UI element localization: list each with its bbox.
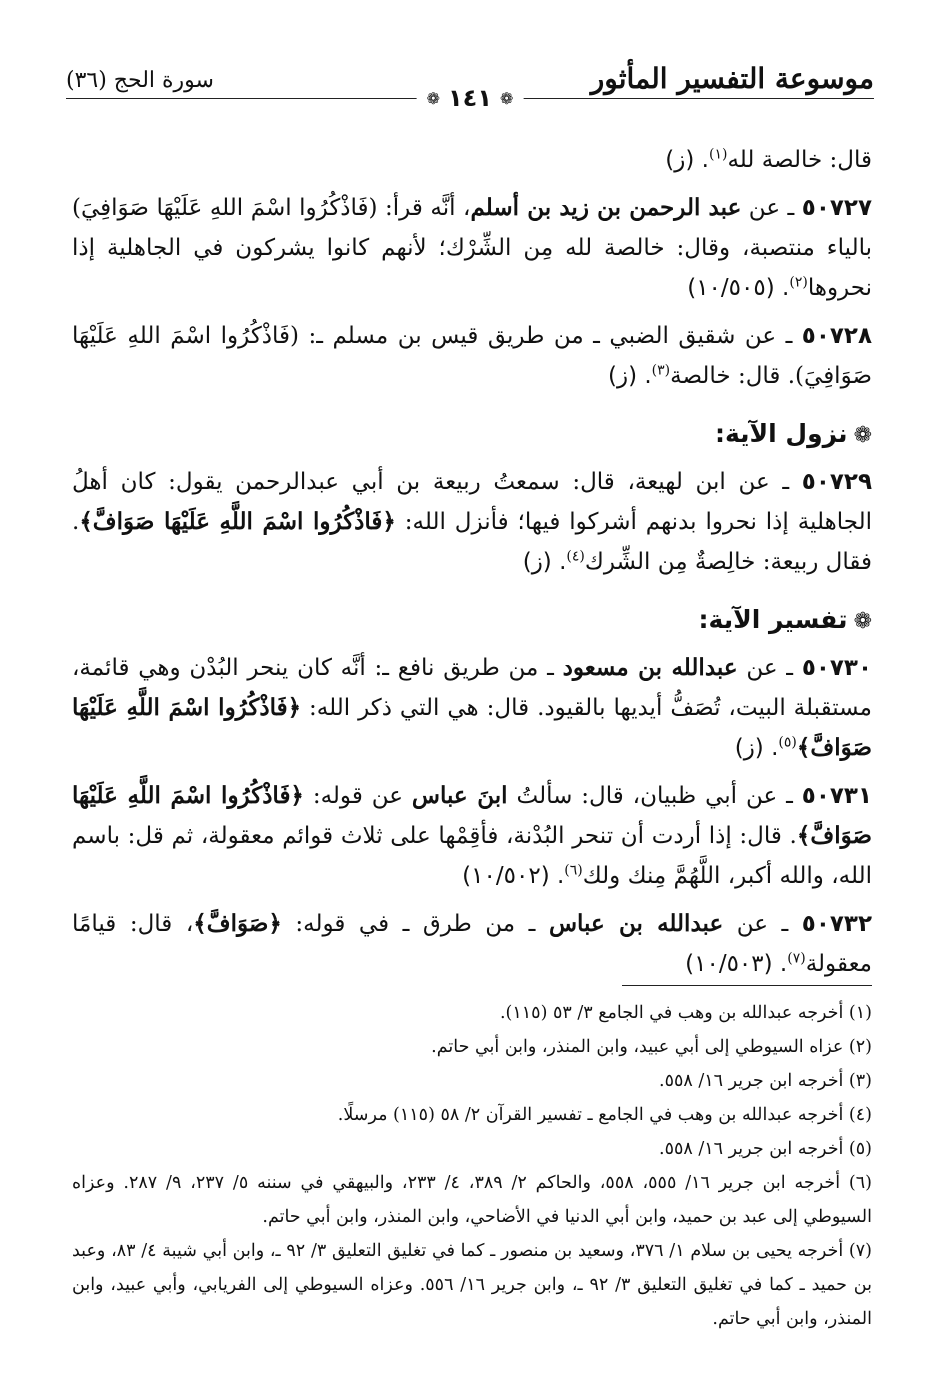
section-title: نزول الآية:: [714, 419, 848, 448]
narrator-name: ابنَ عباس: [411, 782, 508, 809]
entry-text: ـ عن: [741, 195, 802, 221]
footnote-item: (٥) أخرجه ابن جرير ١٦/ ٥٥٨.: [659, 1139, 872, 1159]
entry-text: بالياء منتصبة، وقال: خالصة لله مِن الشِّرْك؛ لأنهم كانوا يشركون في الجاهلية إذا نحروها: [72, 235, 872, 301]
entry-50732: [72, 904, 872, 984]
section-title: تفسير الآية:: [698, 605, 848, 634]
footnote-ref: (٦): [564, 862, 583, 879]
entry-text: . قال: خالصة: [670, 363, 796, 389]
entry-number: ٥٠٧٣١: [801, 783, 872, 809]
section-heading-revelation: [72, 414, 872, 456]
entry-text: ، أنَّه قرأ:: [377, 195, 471, 221]
flower-icon: ❁: [853, 609, 872, 634]
entry-text: . قال: إذا أردت أن تنحر البُدْنة، فأقِمْها على ثلاث قوائم معقولة، ثم قل: باسم الله، والله أكبر، اللَّهُمَّ مِنك ولك: [72, 823, 872, 889]
footnote-item: (٤) أخرجه عبدالله بن وهب في الجامع ـ تفسير القرآن ٢/ ٥٨ (١١٥) مرسلًا.: [337, 1105, 872, 1125]
entry-50728: [72, 316, 872, 396]
entry-text: . فقال ربيعة: خالِصةٌ مِن الشِّرك: [72, 509, 872, 575]
footnote-ref: (٢): [789, 274, 808, 291]
narrator-name: عبدالله بن مسعود: [562, 654, 738, 681]
footnote-item: (١) أخرجه عبدالله بن وهب في الجامع ٣/ ٥٣ (١١٥).: [499, 1003, 872, 1023]
entry-code: . (ز): [607, 363, 652, 389]
entry-text: ـ من طرق ـ في قوله:: [281, 911, 549, 937]
entry-number: ٥٠٧٢٩: [801, 469, 872, 495]
footnote-item: (٦) أخرجه ابن جرير ١٦/ ٥٥٥، ٥٥٨، والحاكم ٢/ ٣٨٩، ٤/ ٢٣٣، والبيهقي في سننه ٥/ ٢٣٧، ٩/ ٢٨٧. وعزاه السيوطي إلى عبد بن حميد، وابن أبي الدنيا في الأضاحي، وابن المنذر، وابن أبي حاتم.: [72, 1173, 872, 1227]
entry-text: ـ عن شقيق الضبي ـ من طريق قيس بن مسلم ـ:: [299, 323, 802, 349]
footnote-ref: (٥): [778, 734, 797, 751]
entry-code: . (١٠/٥٠٥): [687, 275, 790, 301]
quran-quote: ﴿فَاذْكُرُوا اسْمَ اللَّهِ عَلَيْهَا صَوَافَّ﴾: [79, 508, 396, 535]
surah-title: سورة الحج (٣٦): [66, 68, 214, 93]
entry-code: . (ز): [522, 549, 567, 575]
footnote-ref: (٣): [651, 362, 671, 379]
quran-quote: ﴿صَوَافَّ﴾: [193, 910, 282, 937]
page-number-box: [417, 84, 524, 112]
footnotes: [72, 996, 872, 1336]
footnote-item: (٣) أخرجه ابن جرير ١٦/ ٥٥٨.: [659, 1071, 872, 1091]
narrator-name: عبدالله بن عباس: [548, 910, 724, 937]
page-header: [66, 62, 874, 112]
entry-50730: [72, 648, 872, 768]
quran-quote: ﴿فَاذْكُرُوا اسْمَ اللَّهِ عَلَيْهَا صَوَافَّ﴾: [72, 782, 872, 849]
entry-text: قال: خالصة لله: [727, 147, 872, 173]
entry-50727: [72, 188, 872, 308]
main-text: [72, 140, 872, 992]
footnote-divider: [622, 985, 872, 986]
quran-quote: (فَاذْكُرُوا اسْمَ اللهِ عَلَيْهَا صَوَافِيَ): [72, 195, 378, 221]
entry-text: عن قوله:: [303, 783, 412, 809]
ornament-icon: ❁: [426, 88, 441, 108]
page-number: ١٤١: [448, 84, 492, 112]
entry-number: ٥٠٧٢٧: [801, 195, 872, 221]
entry-code: . (ز): [734, 735, 779, 761]
footnote-ref: (١): [708, 146, 728, 163]
book-title: موسوعة التفسير المأثور: [590, 62, 874, 95]
entry-text: ـ عن: [737, 655, 802, 681]
footnote-ref: (٧): [787, 950, 806, 967]
entry-50731: [72, 776, 872, 896]
flower-icon: ❁: [853, 423, 872, 448]
footnote-item: (٢) عزاه السيوطي إلى أبي عبيد، وابن المنذر، وابن أبي حاتم.: [431, 1037, 872, 1057]
entry-continuation: [72, 140, 872, 180]
entry-text: ـ عن: [723, 911, 802, 937]
footnote-item: (٧) أخرجه يحيى بن سلام ١/ ٣٧٦، وسعيد بن منصور ـ كما في تغليق التعليق ٣/ ٩٢ ـ، وابن أبي شيبة ٤/ ٨٣، وعبد بن حميد ـ كما في تغليق التعليق ٣/ ٩٢ ـ، وابن جرير ١٦/ ٥٥٦. وعزاه السيوطي إلى الفريابي، وأبي عبيد، وابن المنذر، وابن أبي حاتم.: [72, 1241, 872, 1329]
footnote-ref: (٤): [566, 548, 585, 565]
quran-quote: ﴿فَاذْكُرُوا اسْمَ اللَّهِ عَلَيْهَا صَوَافَّ﴾: [72, 694, 872, 761]
quran-quote: (فَاذْكُرُوا اسْمَ اللهِ عَلَيْهَا صَوَافِيَ): [72, 323, 872, 389]
entry-text: ، قال: قيامًا معقولة: [72, 911, 872, 977]
narrator-name: عبد الرحمن بن زيد بن أسلم: [470, 194, 742, 221]
entry-text: ـ من طريق نافع ـ: أنَّه كان ينحر البُدْن وهي قائمة، مستقبلة البيت، تُصَفُّ أيديها بالقيود. قال: هي التي ذكر الله:: [72, 655, 872, 721]
entry-number: ٥٠٧٣٢: [801, 911, 872, 937]
entry-code: . (١٠/٥٠٢): [462, 863, 565, 889]
ornament-icon: ❁: [499, 88, 514, 108]
entry-text: ـ عن أبي ظبيان، قال: سألتُ: [507, 783, 802, 809]
entry-50729: [72, 462, 872, 582]
entry-number: ٥٠٧٣٠: [801, 655, 873, 681]
entry-code: . (ز): [665, 147, 709, 173]
entry-code: . (١٠/٥٠٣): [685, 951, 788, 977]
entry-text: ـ عن ابن لهيعة، قال: سمعتُ ربيعة بن أبي عبدالرحمن يقول: كان أهلُ الجاهلية إذا نحروا بدنهم أشركوا فيها؛ فأنزل الله:: [72, 469, 872, 535]
section-heading-tafsir: [72, 600, 872, 642]
entry-number: ٥٠٧٢٨: [801, 323, 872, 349]
